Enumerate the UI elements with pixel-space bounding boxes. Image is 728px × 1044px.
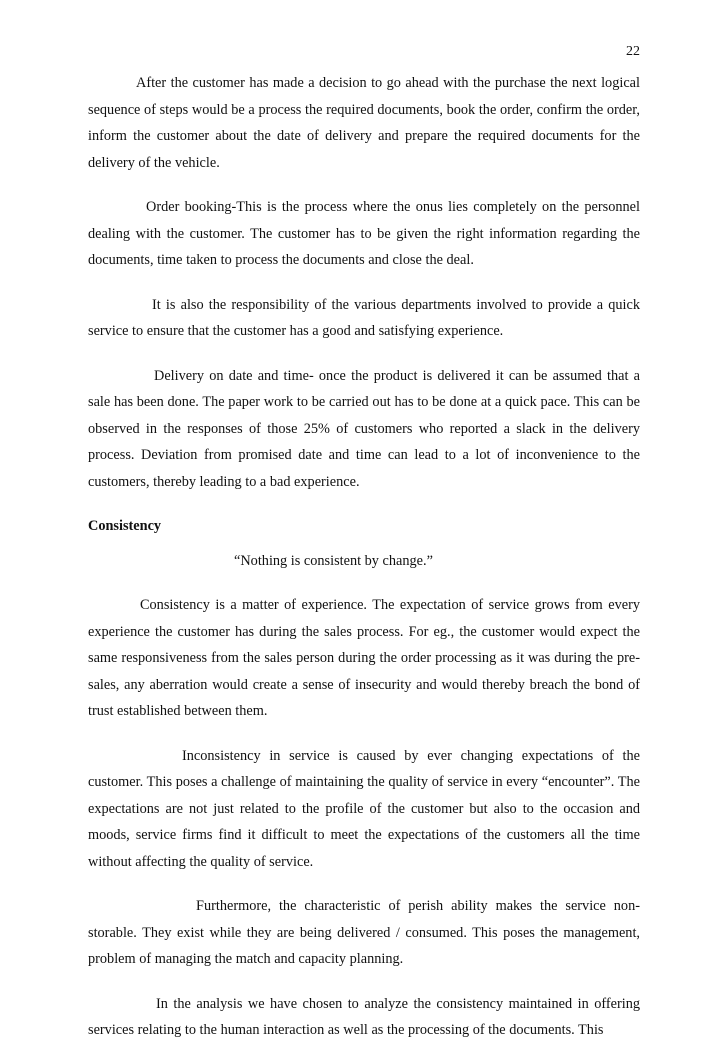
- page-number: 22: [626, 44, 640, 59]
- paragraph-analysis: In the analysis we have chosen to analyze the consistency maintained in offering services relating to the human interaction as well as the processing of the documents. This: [88, 995, 640, 1038]
- paragraph-order-booking: Order booking-This is the process where the onus lies completely on the personnel dealing with the customer. The customer has to be given the right information regarding the documents, time taken to process the documents and close the deal.: [88, 199, 640, 268]
- quote: “Nothing is consistent by change.”: [234, 552, 433, 569]
- paragraph-consistency-experience: Consistency is a matter of experience. The expectation of service grows from every experience the customer has during the sales process. For eg., the customer would expect the same responsiveness from the sales person during the order processing as it was during the pre-sales, any aberration would create a sense of insecurity and would thereby breach the bond of trust established between them.: [88, 597, 640, 719]
- paragraph-purchase-sequence: After the customer has made a decision to go ahead with the purchase the next logical sequence of steps would be a process the required documents, book the order, confirm the order, inform the customer about the date of delivery and prepare the required documents for the delivery of the vehicle.: [88, 75, 640, 171]
- paragraph-perishability: Furthermore, the characteristic of perish ability makes the service non-storable. They exist while they are being delivered / consumed. This poses the management, problem of managing the match and capacity planning.: [88, 898, 640, 967]
- section-heading-consistency: Consistency: [88, 518, 162, 534]
- body-text: [88, 70, 640, 1044]
- paragraph-delivery-on-time: Delivery on date and time- once the product is delivered it can be assumed that a sale has been done. The paper work to be carried out has to be done at a quick pace. This can be observed in the responses of those 25% of customers who reported a slack in the delivery process. Deviation from promised date and time can lead to a lot of inconvenience to the customers, thereby leading to a bad experience.: [88, 367, 640, 490]
- paragraph-quick-service: It is also the responsibility of the various departments involved to provide a quick service to ensure that the customer has a good and satisfying experience.: [88, 296, 640, 339]
- paragraph-inconsistency: Inconsistency in service is caused by ever changing expectations of the customer. This poses a challenge of maintaining the quality of service in every “encounter”. The expectations are not just related to the profile of the customer but also to the occasion and moods, service firms find it difficult to meet the expectations of the customers all the time without affecting the quality of service.: [88, 747, 640, 870]
